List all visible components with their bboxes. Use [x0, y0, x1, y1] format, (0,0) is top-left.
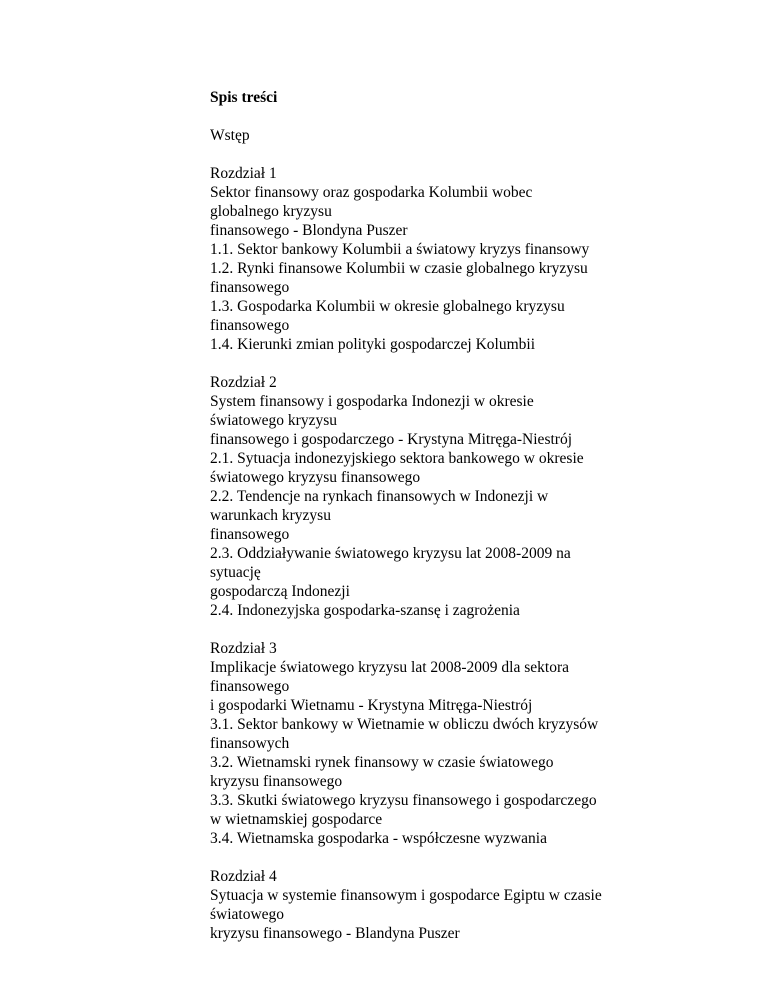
- toc-line: 3.1. Sektor bankowy w Wietnamie w obliczu dwóch kryzysów: [210, 716, 599, 733]
- toc-line: globalnego kryzysu: [210, 203, 332, 220]
- toc-line: 2.2. Tendencje na rynkach finansowych w Indonezji w: [210, 488, 549, 505]
- toc-line: finansowych: [210, 735, 290, 752]
- toc-line: światowego: [210, 906, 285, 923]
- toc-line: światowego kryzysu finansowego: [210, 469, 421, 486]
- toc-line: kryzysu finansowego - Blandyna Puszer: [210, 925, 460, 942]
- toc-line: 3.3. Skutki światowego kryzysu finansowego i gospodarczego: [210, 792, 597, 809]
- toc-block-heading: Rozdział 3: [210, 640, 277, 657]
- toc-block-heading: Wstęp: [210, 127, 250, 144]
- toc-line: 1.4. Kierunki zmian polityki gospodarczej Kolumbii: [210, 336, 536, 353]
- toc-line: 2.4. Indonezyjska gospodarka-szansę i zagrożenia: [210, 602, 520, 619]
- toc-line: sytuację: [210, 564, 261, 581]
- toc-line: światowego kryzysu: [210, 412, 337, 429]
- toc-line: 2.1. Sytuacja indonezyjskiego sektora bankowego w okresie: [210, 450, 584, 467]
- toc-line: warunkach kryzysu: [210, 507, 331, 524]
- toc-block-heading: Rozdział 2: [210, 374, 277, 391]
- toc-line: 1.1. Sektor bankowy Kolumbii a światowy kryzys finansowy: [210, 241, 590, 258]
- toc-chapter-block: [210, 164, 730, 354]
- toc-block-heading: Rozdział 4: [210, 868, 277, 885]
- toc-line: finansowego - Blondyna Puszer: [210, 222, 408, 239]
- toc-chapter-block: [210, 867, 730, 943]
- toc-chapter-block: [210, 373, 730, 620]
- toc-line: w wietnamskiej gospodarce: [210, 811, 383, 828]
- toc-line: System finansowy i gospodarka Indonezji w okresie: [210, 393, 534, 410]
- toc-line: gospodarczą Indonezji: [210, 583, 350, 600]
- toc-line: Sytuacja w systemie finansowym i gospodarce Egiptu w czasie: [210, 887, 602, 904]
- toc-intro-block: [210, 126, 730, 145]
- toc-line: kryzysu finansowego: [210, 773, 343, 790]
- toc-line: Implikacje światowego kryzysu lat 2008-2009 dla sektora: [210, 659, 569, 676]
- toc-chapter-block: [210, 639, 730, 848]
- toc-block-heading: Rozdział 1: [210, 165, 277, 182]
- toc-line: Sektor finansowy oraz gospodarka Kolumbii wobec: [210, 184, 533, 201]
- toc-line: i gospodarki Wietnamu - Krystyna Mitręga-Niestrój: [210, 697, 533, 714]
- toc-line: finansowego: [210, 317, 290, 334]
- toc-line: 3.2. Wietnamski rynek finansowy w czasie światowego: [210, 754, 554, 771]
- toc-line: 1.2. Rynki finansowe Kolumbii w czasie globalnego kryzysu: [210, 260, 588, 277]
- toc-blocks: [210, 126, 730, 943]
- toc-line: 2.3. Oddziaływanie światowego kryzysu lat 2008-2009 na: [210, 545, 571, 562]
- toc-line: 3.4. Wietnamska gospodarka - współczesne wyzwania: [210, 830, 547, 847]
- document-page: [210, 88, 730, 962]
- toc-line: finansowego i gospodarczego - Krystyna Mitręga-Niestrój: [210, 431, 572, 448]
- toc-line: finansowego: [210, 279, 290, 296]
- toc-line: finansowego: [210, 678, 290, 695]
- toc-title: Spis treści: [210, 89, 278, 106]
- toc-line: 1.3. Gospodarka Kolumbii w okresie globalnego kryzysu: [210, 298, 565, 315]
- toc-line: finansowego: [210, 526, 290, 543]
